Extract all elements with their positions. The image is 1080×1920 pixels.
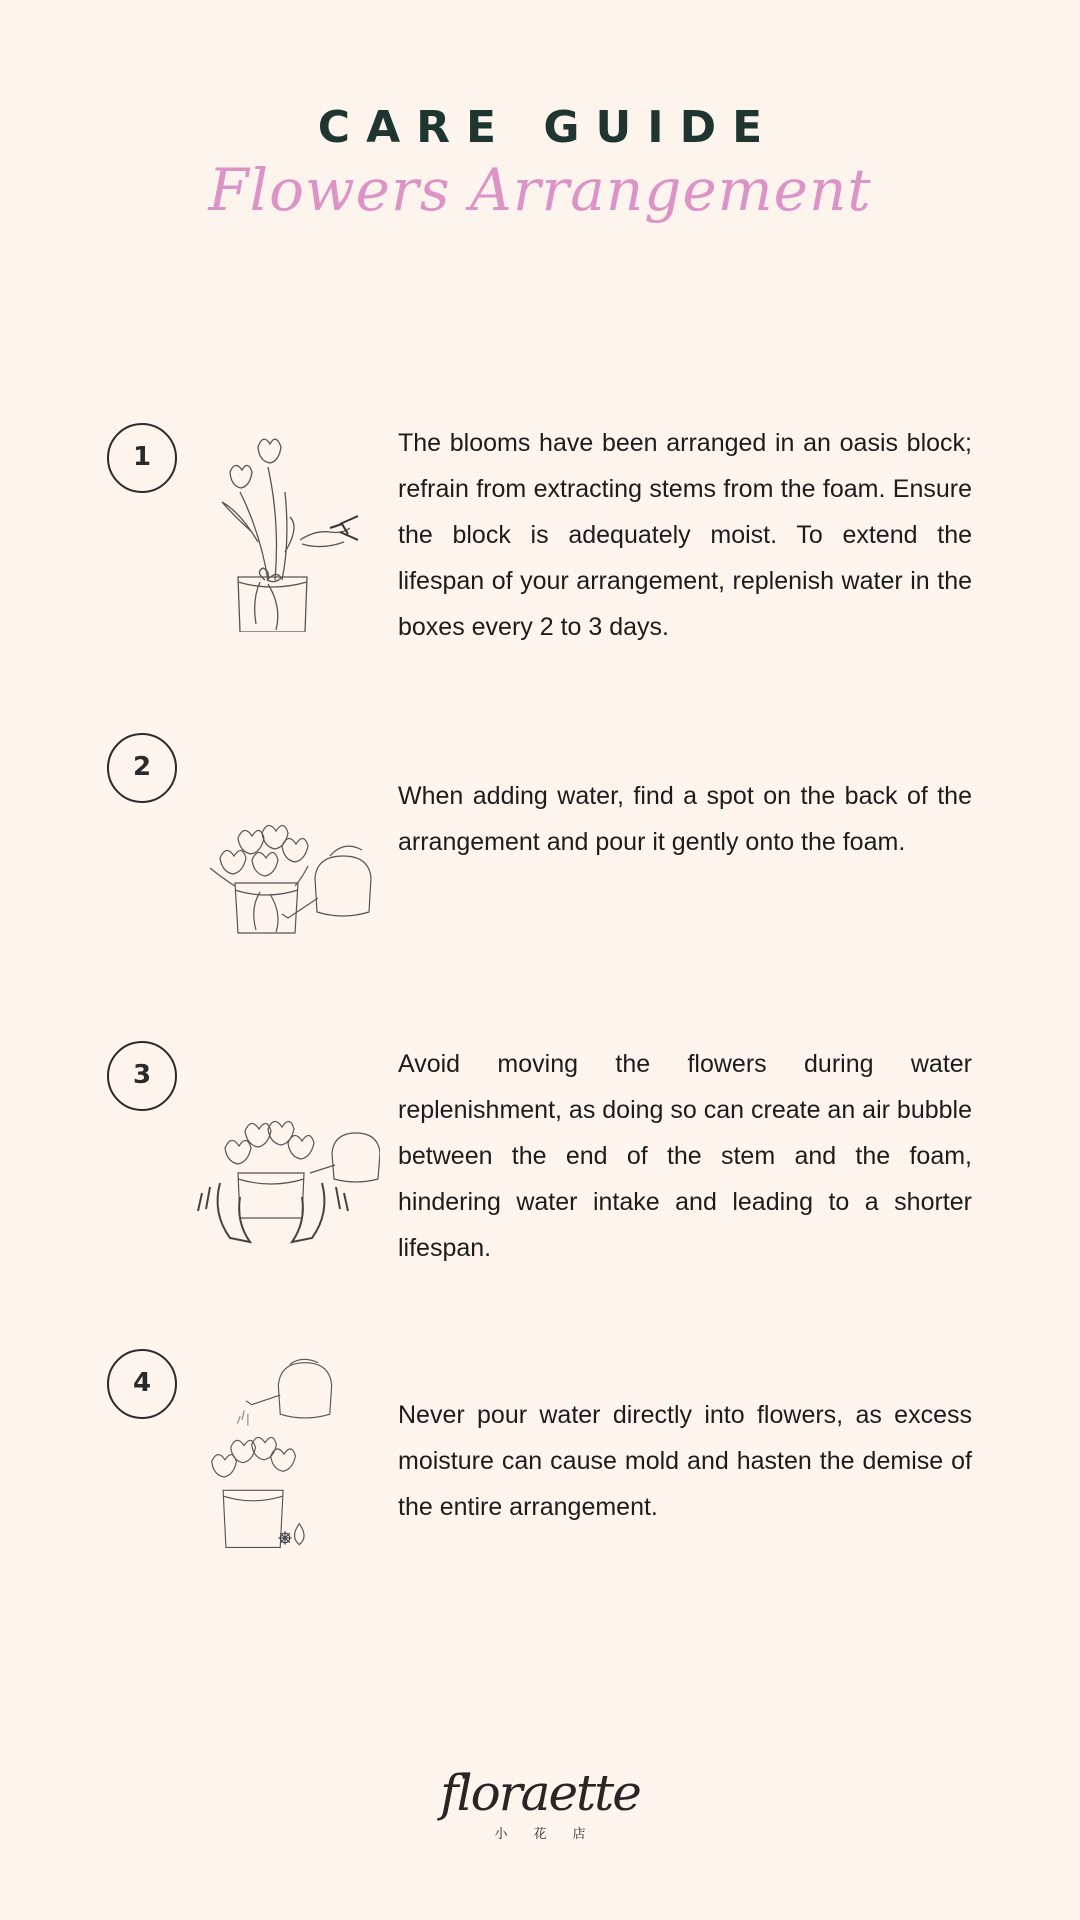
page-subtitle: Flowers Arrangement — [208, 156, 872, 224]
brand-logo — [0, 1765, 1080, 1842]
header — [0, 100, 1080, 224]
step-text: The blooms have been arranged in an oasis block; refrain from extracting stems from the foam. Ensure the block is adequately moist. To extend the lifespan of your arrangement, replenish water in the boxes every 2 to 3 days. — [398, 429, 972, 641]
tulips-with-scissors-icon — [190, 432, 380, 632]
logo-subtitle: 小花店 — [494, 1827, 612, 1842]
hands-holding-bouquet-icon — [190, 1083, 380, 1283]
step-text: When adding water, find a spot on the back of the arrangement and pour it gently onto the foam. — [398, 782, 972, 856]
bouquet-with-watering-can-icon — [190, 773, 380, 973]
step-number-badge: 2 — [107, 733, 177, 803]
watering-can-above-bouquet-icon — [190, 1357, 380, 1557]
step-text: Never pour water directly into flowers, as excess moisture can cause mold and hasten the demise of the entire arrangement. — [398, 1401, 972, 1521]
logo-wordmark: floraette — [440, 1764, 640, 1822]
step-number-badge: 1 — [107, 423, 177, 493]
page-title: CARE GUIDE — [317, 102, 779, 153]
step-number-badge: 4 — [107, 1349, 177, 1419]
step-number-badge: 3 — [107, 1041, 177, 1111]
step-text: Avoid moving the flowers during water replenishment, as doing so can create an air bubble between the end of the stem and the foam, hindering water intake and leading to a shorter lifespan. — [398, 1050, 972, 1262]
